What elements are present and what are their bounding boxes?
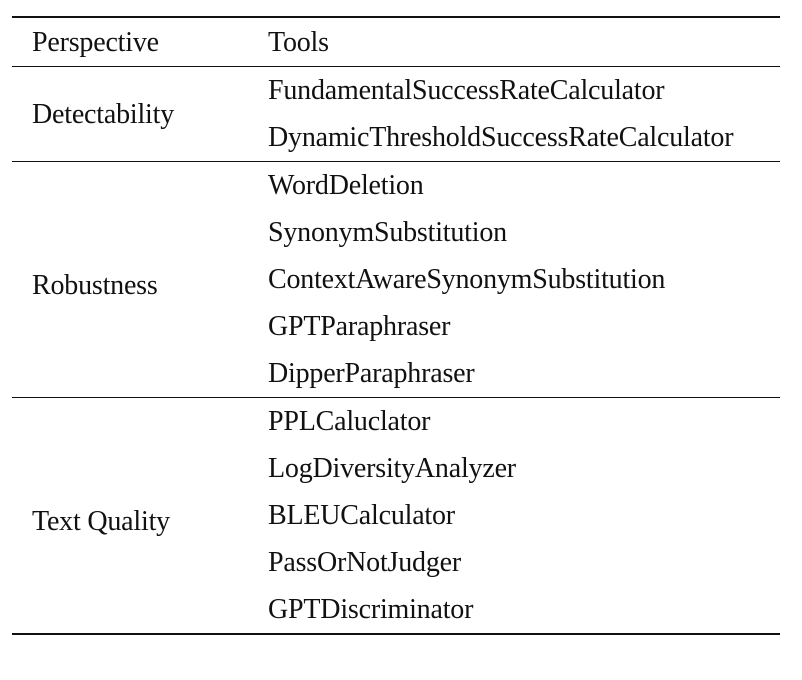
perspective-cell: Text Quality: [32, 506, 170, 537]
header-tools: Tools: [268, 26, 329, 58]
table-row: [12, 398, 780, 446]
group-detectability: [12, 67, 780, 162]
tools-table-container: [12, 16, 780, 635]
perspective-cell: Detectability: [32, 98, 175, 130]
tool-cell: PPLCaluclator: [268, 406, 431, 437]
tool-cell: DynamicThresholdSuccessRateCalculator: [268, 122, 734, 153]
tool-cell: LogDiversityAnalyzer: [268, 453, 516, 484]
table-row: [12, 162, 780, 210]
group-robustness: [12, 162, 780, 398]
tool-cell: WordDeletion: [268, 170, 424, 201]
perspective-cell: Robustness: [32, 270, 158, 301]
tool-cell: GPTParaphraser: [268, 311, 451, 342]
tool-cell: BLEUCalculator: [268, 500, 455, 531]
table-row: [12, 67, 780, 115]
tool-cell: DipperParaphraser: [268, 358, 475, 389]
tool-cell: SynonymSubstitution: [268, 217, 507, 248]
group-text-quality: [12, 398, 780, 635]
tool-cell: PassOrNotJudger: [268, 547, 461, 578]
perspective-tools-table: [12, 16, 780, 635]
tool-cell: GPTDiscriminator: [268, 594, 474, 625]
header-row: [12, 17, 780, 67]
tool-cell: FundamentalSuccessRateCalculator: [268, 75, 665, 106]
table-header: [12, 17, 780, 67]
tool-cell: ContextAwareSynonymSubstitution: [268, 264, 666, 295]
header-perspective: Perspective: [32, 26, 159, 58]
